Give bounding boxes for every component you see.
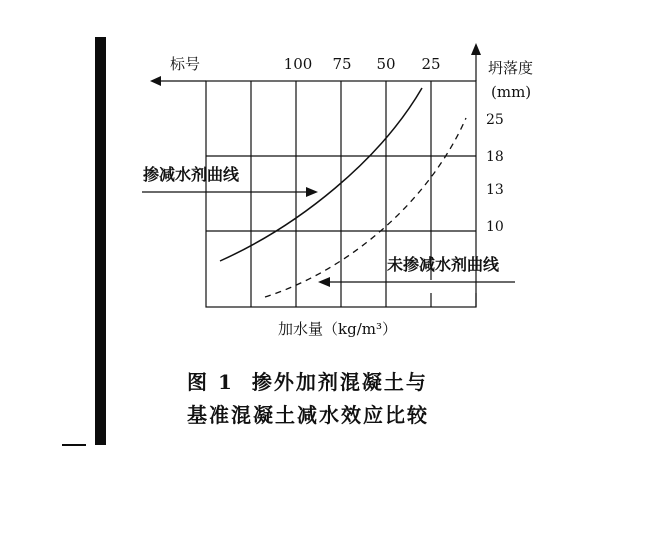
slump-axis-arrowhead: [471, 43, 481, 55]
without-reducer-leader-arrowhead: [318, 277, 330, 287]
grade-tick-label: 75: [332, 55, 352, 73]
figure-caption-line-1: [187, 366, 428, 395]
figure-caption-line-2: [187, 399, 429, 428]
without-reducer-label: 未掺减水剂曲线: [387, 255, 500, 274]
water-content-axis-label: 加水量（kg/m³）: [278, 320, 397, 338]
slump-tick-label: 18: [486, 149, 504, 165]
grade-axis-label: 标号: [170, 55, 201, 73]
curve-with-reducer: [220, 88, 422, 261]
grade-tick-label: 100: [283, 55, 313, 73]
slump-tick-label: 13: [486, 182, 504, 198]
slump-axis-unit: (mm): [491, 83, 532, 101]
with-reducer-label: 掺减水剂曲线: [143, 165, 240, 184]
slump-tick-label: 25: [486, 112, 504, 128]
grade-tick-label: 50: [376, 55, 396, 73]
grid-gap-ticks: [431, 293, 476, 307]
grade-axis-arrowhead: [150, 76, 161, 86]
slump-axis-title: 坍落度: [488, 59, 534, 77]
figure-caption-text-2: 基准混凝土减水效应比较: [187, 403, 429, 427]
grade-tick-label: 25: [421, 55, 441, 73]
with-reducer-leader-arrowhead: [306, 187, 318, 197]
figure-caption-text-1: 掺外加剂混凝土与: [251, 370, 428, 394]
figure-number: 图 1: [187, 370, 234, 394]
slump-tick-label: 10: [486, 219, 504, 235]
